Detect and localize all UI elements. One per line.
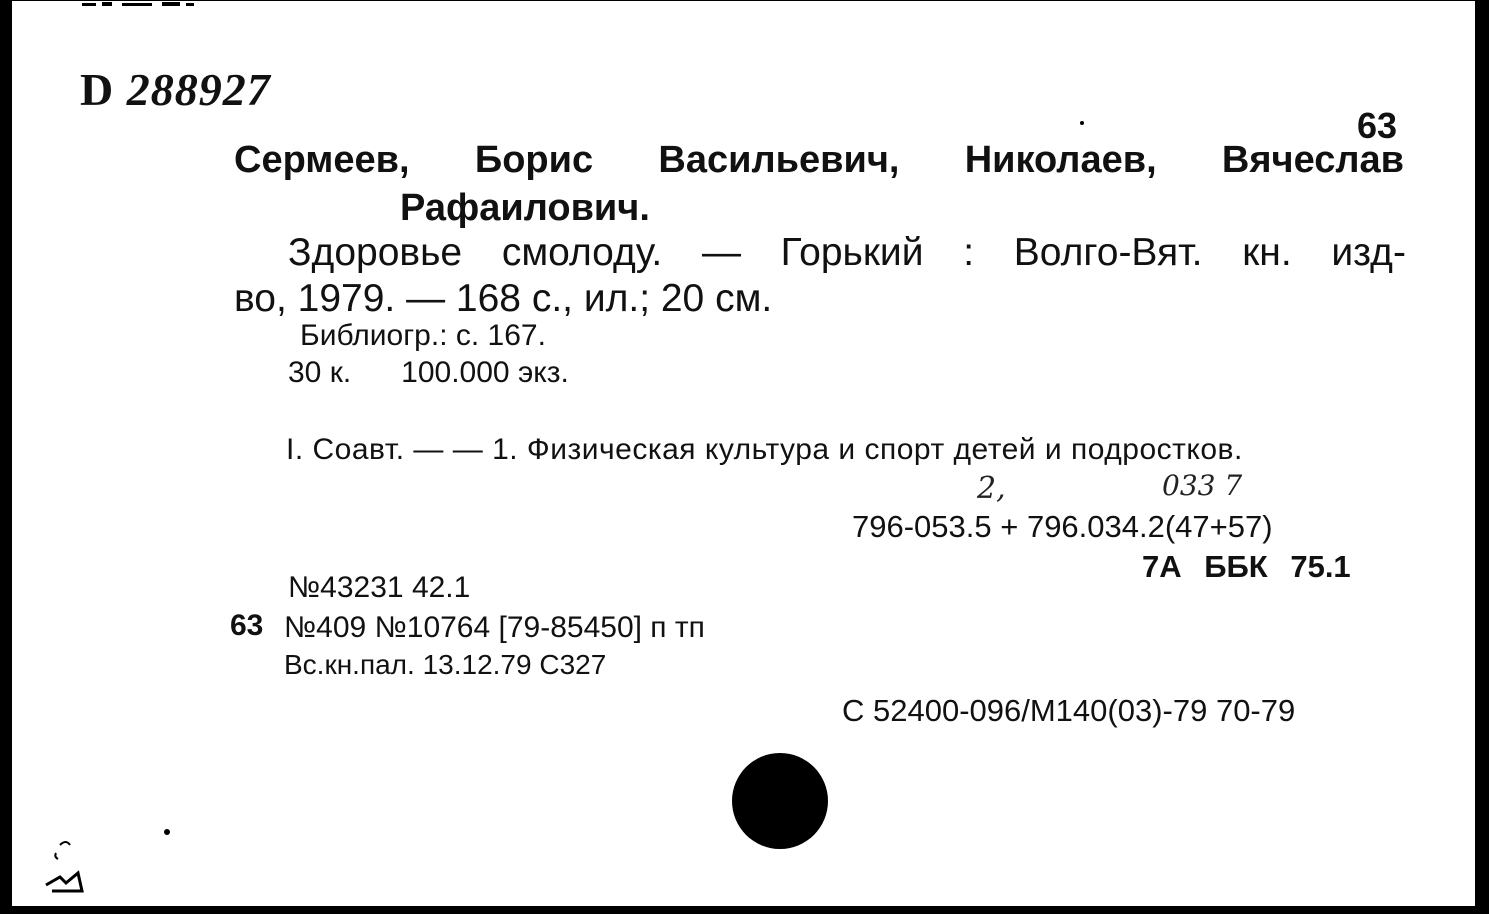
copies: 100.000 экз. bbox=[401, 356, 569, 389]
authors-line-1 bbox=[234, 139, 1404, 182]
title-word: Волго-Вят. bbox=[1013, 231, 1203, 274]
price: 30 к. bbox=[288, 356, 352, 389]
top-number: 63 bbox=[1357, 105, 1398, 146]
author-word: Вячеслав bbox=[1221, 139, 1404, 181]
title-line-1 bbox=[288, 231, 1406, 275]
udc-code: 796-053.5 + 796.034.2(47+57) bbox=[852, 509, 1273, 544]
title-word: кн. bbox=[1242, 231, 1292, 274]
scan-artifact-right bbox=[1480, 15, 1486, 23]
title-word: : bbox=[963, 231, 975, 274]
ink-dot bbox=[1080, 121, 1084, 125]
scan-artifact-top bbox=[82, 1, 202, 9]
handwritten-mark bbox=[40, 831, 100, 901]
author-word: Васильевич, bbox=[658, 139, 900, 181]
handwritten-note-1: 2, bbox=[977, 471, 1006, 506]
ink-dot bbox=[164, 829, 170, 835]
title-word: изд- bbox=[1331, 231, 1406, 274]
author-word: Сермеев, bbox=[234, 139, 410, 181]
catalog-number bbox=[80, 63, 271, 116]
title-line-2: во, 1979. — 168 с., ил.; 20 см. bbox=[234, 277, 773, 320]
author-word: Борис bbox=[474, 139, 594, 181]
title-word: Горький bbox=[780, 231, 924, 274]
registry-number: 63 bbox=[230, 609, 264, 642]
publisher-code: С 52400-096/М140(03)-79 70-79 bbox=[842, 693, 1296, 728]
title-word: — bbox=[701, 231, 741, 274]
author-word: Николаев, bbox=[964, 139, 1157, 181]
punch-hole bbox=[732, 753, 828, 849]
title-word: смолоду. bbox=[501, 231, 663, 274]
tracing-line: I. Соавт. — — 1. Физическая культура и спорт детей и подростков. bbox=[286, 433, 1243, 466]
catalog-number-prefix: D bbox=[80, 64, 115, 115]
registry-line-2: №409 №10764 [79-85450] п тп bbox=[284, 611, 705, 644]
title-word: Здоровье bbox=[288, 231, 463, 274]
authors-line-2: Рафаилович. bbox=[400, 187, 650, 229]
catalog-number-value: 288927 bbox=[126, 64, 271, 115]
registry-line-1: №43231 42.1 bbox=[288, 571, 471, 604]
bibliography-note: Библиогр.: с. 167. bbox=[300, 319, 546, 352]
bbk-code: 7А ББК 75.1 bbox=[1142, 549, 1351, 584]
handwritten-note-2: 033 7 bbox=[1162, 469, 1243, 502]
price-copies-note bbox=[288, 356, 569, 390]
registry-line-3: Вс.кн.пал. 13.12.79 С327 bbox=[284, 649, 607, 680]
